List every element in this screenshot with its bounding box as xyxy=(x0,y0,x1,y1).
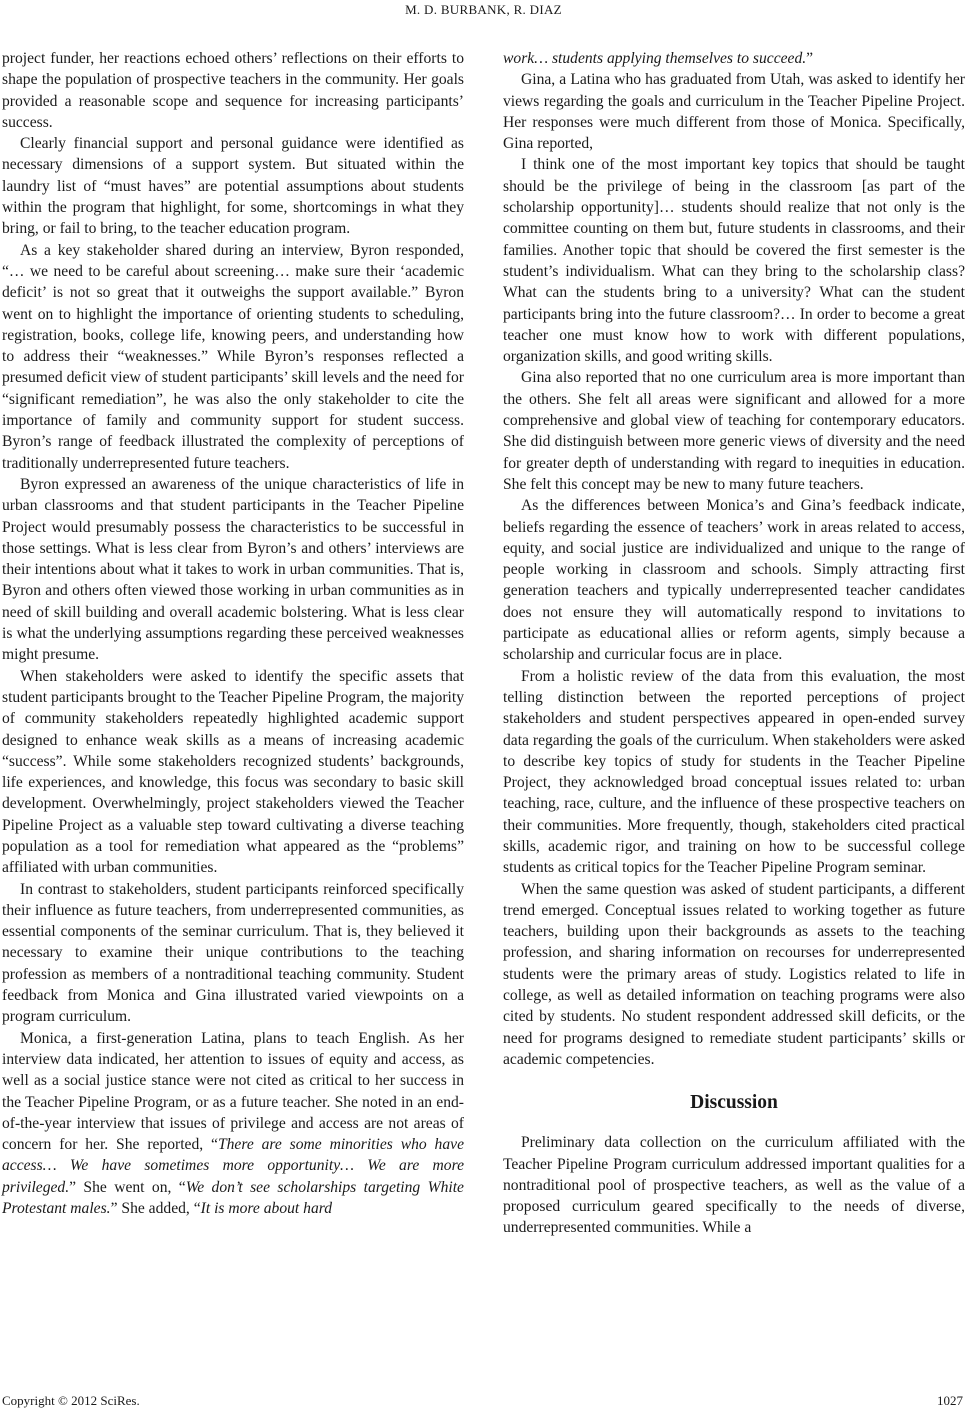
paragraph xyxy=(503,666,965,879)
paragraph xyxy=(503,48,965,69)
paragraph xyxy=(2,879,464,1028)
text-run: When stakeholders were asked to identify the specific assets that student participants brought to the Teacher Pipeline Program, the majority of community stakeholders repeatedly highlighted academic support designed to enhance weak skills as a means of increasing academic “success”. While some stakeholders recognized students’ backgrounds, life experiences, and knowledge, this focus was secondary to basic skill development. Overwhelmingly, project stakeholders viewed the Teacher Pipeline Project as a valuable step toward cultivating a diverse teaching population as a tool for remediation what appeared as the “problems” affiliated with urban communities. xyxy=(2,667,464,877)
italic-quote: There are some minorities who have access… We have sometimes more opportunity… We are more privileged. xyxy=(2,1136,464,1196)
paragraph xyxy=(2,666,464,879)
paragraph xyxy=(503,69,965,154)
paragraph xyxy=(503,1132,965,1238)
section-heading-discussion: Discussion xyxy=(690,1092,778,1114)
text-run: Clearly financial support and personal guidance were identified as necessary dimensions of a support system. But situated within the laundry list of “must haves” are potential assumptions about students within the program that highlight, for some, shortcomings in what they bring, or fail to bring, to the teacher education program. xyxy=(2,135,464,238)
left-column xyxy=(2,48,464,1219)
italic-quote: It is more about hard xyxy=(200,1200,333,1218)
paragraph xyxy=(503,879,965,1071)
paragraph xyxy=(503,154,965,367)
text-run: Gina, a Latina who has graduated from Utah, was asked to identify her views regarding the goals and curriculum in the Teacher Pipeline Project. Her responses were much different from those of Monica. Specifically, Gina reported, xyxy=(503,71,965,153)
paragraph xyxy=(2,1028,464,1220)
paragraph xyxy=(2,48,464,133)
footer-page-number: 1027 xyxy=(937,1393,963,1408)
text-run: project funder, her reactions echoed others’ reflections on their efforts to shape the population of prospective teachers in the community. Her goals provided a reasonable scope and sequence for increasing participants’ success. xyxy=(2,50,464,131)
right-column-top xyxy=(503,48,965,1070)
text-run: In contrast to stakeholders, student participants reinforced specifically their influence as future teachers, from underrepresented communities, as essential components of the seminar curriculum. That is, they believed it necessary to examine their unique contributions to the teaching profession as members of a nontraditional teaching community. Student feedback from Monica and Gina illustrated varied viewpoints on a program curriculum. xyxy=(2,880,464,1026)
text-run: As the differences between Monica’s and Gina’s feedback indicate, beliefs regarding the essence of teachers’ work in areas related to access, equity, and social justice are individualized and unique to the range of people working in classroom and schools. Simply attracting first generation teachers and typically underrepresented teacher candidates does not ensure they will automatically respond to invitations to participate as educational allies or reform agents, simply because a scholarship and curricular focus are in place. xyxy=(503,497,965,664)
text-run: Gina also reported that no one curriculum area is more important than the others. She felt all areas were significant and allowed for a more comprehensive and global view of teaching for contemporary educators. She did distinguish between more generic views of diversity and the need for greater depth of understanding with regard to inequities in education. She felt this concept may be new to many future teachers. xyxy=(503,369,965,493)
text-run: ” xyxy=(806,50,814,67)
paragraph xyxy=(503,367,965,495)
paragraph xyxy=(2,133,464,239)
paragraph xyxy=(2,240,464,474)
paragraph xyxy=(503,495,965,665)
text-run: When the same question was asked of student participants, a different trend emerged. Conceptual issues related to working together as future teachers, building upon their backgrounds as assets to the teaching profession, and sharing information on recourses for underrepresented students were the primary areas of study. Logistics related to life in college, as well as detailed information on teaching programs were also cited by students. No student respondent addressed skill deficits, or the need for programs designed to remediate student participants’ skills or academic competencies. xyxy=(503,880,965,1068)
text-run: As a key stakeholder shared during an interview, Byron responded, “… we need to be careful about screening… make sure their ‘academic deficit’ is not so great that it outweighs the support available.” Byron went on to highlight the importance of orienting students to scheduling, registration, books, college life, knowing peers, and understanding how to address their “weaknesses.” While Byron’s responses reflected a presumed deficit view of student participants’ skill levels and the need for “significant remediation”, he was also the only stakeholder to cite the importance of family and community support for student success. Byron’s range of feedback illustrated the complexity of perceptions of traditionally underrepresented future teachers. xyxy=(2,241,464,472)
text-run: ” She added, “ xyxy=(110,1200,201,1218)
right-column-bottom xyxy=(503,1132,965,1238)
right-column xyxy=(503,48,965,1239)
italic-quote: We don’t see scholarships targeting White Protestant males. xyxy=(2,1178,464,1218)
running-header: M. D. BURBANK, R. DIAZ xyxy=(405,2,562,17)
paragraph xyxy=(2,474,464,666)
text-run: Preliminary data collection on the curriculum affiliated with the Teacher Pipeline Program curriculum addressed important qualities for a nontraditional pool of prospective teachers, as well as the value of a proposed curriculum geared specifically to the needs of diverse, underrepresented communities. While a xyxy=(503,1134,965,1237)
italic-quote: work… students applying themselves to succeed. xyxy=(503,50,807,67)
footer-copyright: Copyright © 2012 SciRes. xyxy=(2,1393,140,1408)
text-run: Byron expressed an awareness of the unique characteristics of life in urban classrooms and that student participants in the Teacher Pipeline Project would presumably possess the characteristics to be successful in those settings. What is less clear from Byron’s and others’ interviews are their intentions about what it takes to work in urban communities. That is, Byron and others often viewed those working in urban communities as in need of skill building and overall academic bolstering. What is less clear is what the underlying assumptions regarding these perceived weaknesses might presume. xyxy=(2,475,464,664)
text-run: I think one of the most important key topics that should be taught should be the privilege of being in the classroom [as part of the scholarship opportunity]… students should realize that not only is the committee counting on them but, future students in classrooms, and their families. Another topic that should be covered the first semester is the student’s individualism. What can they bring to the scholarship class? What can the students bring to a university? What can the student participants bring into the future classroom?… In order to become a great teacher one must know how to work with different populations, organization skills, and good writing skills. xyxy=(503,156,965,366)
text-run: ” She went on, “ xyxy=(69,1178,186,1196)
text-run: Monica, a first-generation Latina, plans to teach English. As her interview data indicated, her attention to issues of equity and access, as well as a social justice stance were not cited as critical to her success in the Teacher Pipeline Program, or as a future teacher. She noted in an end-of-the-year interview that issues of privilege and access are not areas of concern for her. She reported, “ xyxy=(2,1029,464,1154)
text-run: From a holistic review of the data from this evaluation, the most telling distinction between the reported perceptions of project stakeholders and student perspectives appeared in open-ended survey data regarding the goals of the curriculum. When stakeholders were asked to describe key topics of study for students in the Teacher Pipeline Project, they acknowledged broad conceptual issues related to: urban teaching, race, culture, and the influence of these prospective teachers on their communities. More frequently, though, stakeholders cited practical skills, academic rigor, and training on how to be successful college students as critical topics for the Teacher Pipeline Program seminar. xyxy=(503,667,965,877)
